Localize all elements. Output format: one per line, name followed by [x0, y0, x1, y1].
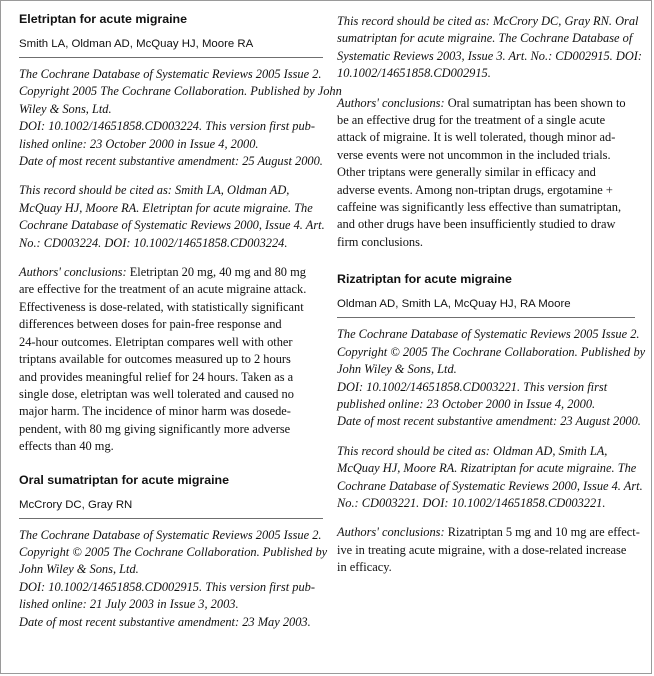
conclusions-line: be an effective drug for the treatment of a single acute	[337, 113, 606, 128]
conclusions-text: Eletriptan 20 mg, 40 mg and 80 mg	[126, 265, 306, 280]
source-block	[19, 66, 342, 170]
article-authors: Oldman AD, Smith LA, McQuay HJ, RA Moore	[337, 297, 635, 318]
source-line: John Wiley & Sons, Ltd.	[19, 562, 139, 577]
left-column	[19, 11, 342, 631]
article-eletriptan	[19, 11, 342, 456]
conclusions-line: Other triptans were generally similar in efficacy and	[337, 165, 596, 180]
source-block	[19, 527, 328, 631]
citation-line: Systematic Reviews 2003, Issue 3. Art. No.: CD002915. DOI:	[337, 48, 643, 63]
source-line: John Wiley & Sons, Ltd.	[337, 362, 457, 377]
citation-line: No.: CD003221. DOI: 10.1002/14651858.CD003221.	[337, 495, 606, 510]
conclusions-line: single dose, eletriptan was well tolerated and caused no	[19, 386, 294, 401]
citation-line: No.: CD003224. DOI: 10.1002/14651858.CD003224.	[19, 235, 288, 250]
source-line: Copyright © 2005 The Cochrane Collaboration. Published by	[19, 544, 328, 559]
conclusions-line: ive in treating acute migraine, with a dose-related increase	[337, 542, 627, 557]
source-line: Copyright © 2005 The Cochrane Collaboration. Published by	[337, 344, 646, 359]
citation-line: This record should be cited as: McCrory DC, Gray RN. Oral	[337, 14, 639, 28]
article-title: Eletriptan for acute migraine	[19, 12, 187, 26]
source-line: lished online: 21 July 2003 in Issue 3, 2003.	[19, 597, 239, 612]
conclusions-block	[19, 264, 323, 455]
article-authors: McCrory DC, Gray RN	[19, 498, 323, 519]
conclusions-line	[19, 264, 323, 281]
source-line: lished online: 23 October 2000 in Issue 4, 2000.	[19, 136, 259, 151]
conclusions-label: Authors' conclusions:	[19, 265, 127, 280]
article-title: Oral sumatriptan for acute migraine	[19, 472, 230, 487]
citation-block	[19, 182, 323, 252]
citation-line: This record should be cited as: Smith LA, Oldman AD,	[19, 183, 290, 198]
article-authors: Smith LA, Oldman AD, McQuay HJ, Moore RA	[19, 37, 323, 58]
citation-line: This record should be cited as: Oldman AD, Smith LA,	[337, 443, 608, 458]
conclusions-block	[337, 524, 640, 576]
source-line: Date of most recent substantive amendment: 25 August 2000.	[19, 154, 323, 169]
citation-line: McQuay HJ, Moore RA. Eletriptan for acute migraine. The	[19, 200, 313, 215]
article-title: Rizatriptan for acute migraine	[337, 272, 512, 287]
conclusions-line: 24-hour outcomes. Eletriptan compares well with other	[19, 334, 293, 349]
article-oral-sumatriptan	[19, 472, 328, 631]
conclusions-line: effects than 40 mg.	[19, 439, 114, 454]
source-line: The Cochrane Database of Systematic Reviews 2005 Issue 2.	[19, 67, 322, 81]
conclusions-line: attack of migraine. It is well tolerated, though minor ad-	[337, 130, 616, 145]
citation-block	[337, 13, 643, 83]
source-line: Date of most recent substantive amendment: 23 May 2003.	[19, 614, 311, 629]
conclusions-line: in efficacy.	[337, 560, 392, 575]
source-line: The Cochrane Database of Systematic Reviews 2005 Issue 2.	[19, 527, 322, 542]
article-rizatriptan	[337, 271, 646, 576]
right-column	[337, 13, 646, 577]
conclusions-label: Authors' conclusions:	[337, 95, 445, 110]
source-line: Copyright 2005 The Cochrane Collaboration. Published by John	[19, 84, 342, 99]
source-line: DOI: 10.1002/14651858.CD003224. This version first pub-	[19, 119, 316, 134]
conclusions-line: major harm. The incidence of minor harm was dosede-	[19, 404, 291, 419]
citation-block	[337, 443, 643, 513]
citation-line: Cochrane Database of Systematic Reviews 2000, Issue 4. Art.	[337, 478, 643, 493]
conclusions-line: are effective for the treatment of an acute migraine attack.	[19, 282, 307, 297]
source-line: DOI: 10.1002/14651858.CD002915. This version first pub-	[19, 579, 316, 594]
source-line: published online: 23 October 2000 in Issue 4, 2000.	[337, 396, 596, 411]
conclusions-line	[337, 95, 635, 112]
conclusions-line: verse events were not uncommon in the included trials.	[337, 147, 611, 162]
conclusions-label: Authors' conclusions:	[337, 525, 445, 540]
conclusions-text: Oral sumatriptan has been shown to	[444, 95, 626, 110]
source-line: Date of most recent substantive amendment: 23 August 2000.	[337, 414, 641, 429]
article-oral-sumatriptan-continued	[337, 13, 643, 251]
conclusions-line: adverse events. Among non-triptan drugs, ergotamine +	[337, 182, 613, 197]
conclusions-line: and provides meaningful relief for 24 hours. Taken as a	[19, 369, 294, 384]
citation-line: 10.1002/14651858.CD002915.	[337, 66, 491, 81]
conclusions-line: pendent, with 80 mg giving significantly more adverse	[19, 421, 291, 436]
conclusions-line	[337, 524, 640, 541]
conclusions-line: Effectiveness is dose-related, with statistically significant	[19, 299, 304, 314]
conclusions-line: caffeine was significantly less effective than sumatriptan,	[337, 200, 622, 215]
source-block	[337, 326, 646, 430]
conclusions-line: firm conclusions.	[337, 234, 424, 249]
conclusions-text: Rizatriptan 5 mg and 10 mg are effect-	[444, 525, 640, 540]
conclusions-line: triptans available for outcomes measured up to 2 hours	[19, 352, 291, 367]
conclusions-line: differences between doses for pain-free response and	[19, 317, 282, 332]
source-line: The Cochrane Database of Systematic Reviews 2005 Issue 2.	[337, 327, 640, 342]
citation-line: Cochrane Database of Systematic Reviews 2000, Issue 4. Art.	[19, 218, 325, 233]
conclusions-block	[337, 95, 635, 252]
source-line: Wiley & Sons, Ltd.	[19, 101, 112, 116]
citation-line: sumatriptan for acute migraine. The Cochrane Database of	[337, 31, 633, 46]
source-line: DOI: 10.1002/14651858.CD003221. This version first	[337, 379, 608, 394]
conclusions-line: and other drugs have been insufficiently studied to draw	[337, 217, 616, 232]
citation-line: McQuay HJ, Moore RA. Rizatriptan for acute migraine. The	[337, 461, 637, 476]
